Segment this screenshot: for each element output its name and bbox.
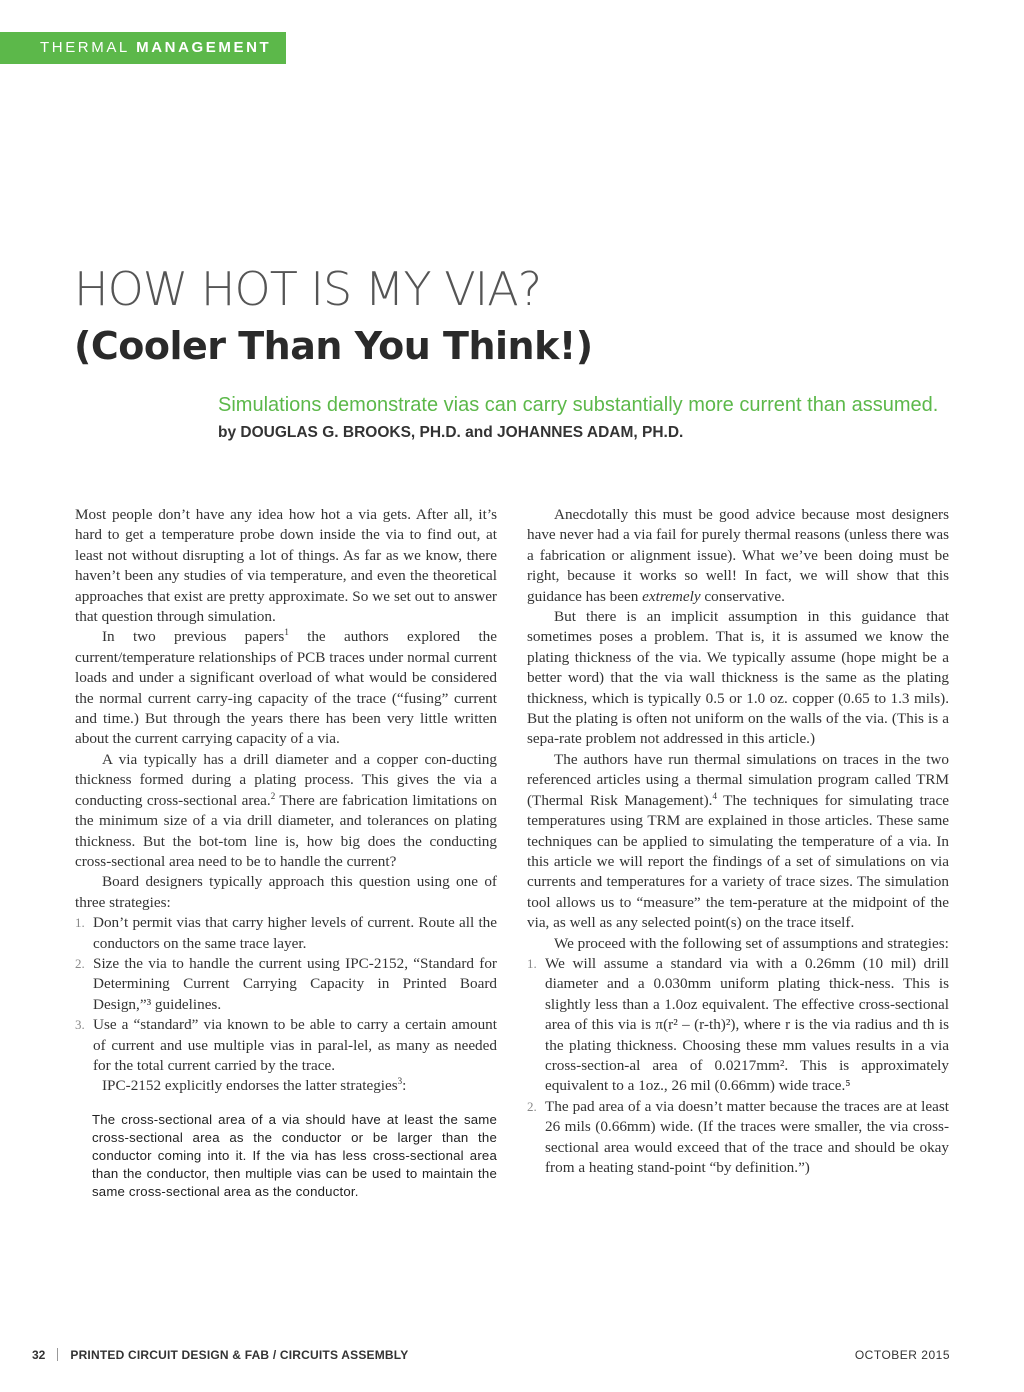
article-deck: [218, 392, 948, 446]
footnote-ref: 1: [284, 627, 289, 638]
block-quote: The cross-sectional area of a via should have at least the same cross-sectional area as the conductor or be larger than the conductor coming into it. If the via has less cross-sectional area than the conductor, then multiple vias can be used to maintain the same cross-sectional area as the conductor.: [92, 1111, 497, 1199]
section-label-bold: MANAGEMENT: [136, 39, 272, 56]
page-number: 32: [32, 1348, 46, 1362]
paragraph: We proceed with the following set of assumptions and strategies:: [554, 934, 949, 952]
deck-text: Simulations demonstrate vias can carry substantially more current than assumed.: [218, 394, 939, 416]
paragraph: Most people don’t have any idea how hot a via gets. After all, it’s hard to get a temperature probe down inside the via to find out, at least not without disrupting a lot of things. As far as we know, there haven’t been any studies of via temperature, and even the theoretical approaches that exist are pretty approximate. So we set out to answer that question through simulation.: [75, 506, 497, 626]
paragraph: But there is an implicit assumption in this guidance that sometimes poses a problem. That is, it is assumed we know the plating thickness of the via. We typically assume (hope might be a better word) that the via wall thickness is the same as the plating thickness, which is typically 0.5 or 1.0 oz. copper (0.65 to 1.3 mils). But the plating is often not uniform on the walls of the via. (This is a sepa-rate problem not addressed in this article.): [527, 608, 949, 748]
paragraph: In two previous papers$^1$ the authors explored the current/temperature relationships of PCB traces under normal current loads and under a significant overload of what would be considered the normal current carry-ing capacity of the trace (“fusing” current and time.) But through the years there has been very little written about the current carrying capacity of a via.: [75, 627, 498, 748]
footnote-ref: 2: [270, 790, 276, 801]
paragraph: A via typically has a drill diameter and a copper con-ducting thickness formed during a plating process. This gives the via a conducting cross-sectional area.$^2$ There are fabrication limitations on the minimum size of a via drill diameter, and tolerances on plating thickness. But the bot-tom line is, how big does the conducting cross-sectional area need to be to handle the current?: [75, 750, 497, 870]
article-title: HOW HOT IS MY VIA?: [74, 262, 542, 316]
right-column: [527, 505, 949, 1178]
byline: by DOUGLAS G. BROOKS, PH.D. and JOHANNES ADAM, PH.D.: [218, 424, 684, 441]
footer-divider: [57, 1348, 58, 1361]
list-item: 2. Size the via to handle the current using IPC-2152, “Standard for Determining Current Carrying Capacity in Printed Board Design,”³ guidelines.: [75, 954, 497, 1013]
list-item: 2. The pad area of a via doesn’t matter because the traces are at least 26 mils (0.66mm) wide. (If the traces were smaller, the via cross-sectional area would exceed that of the trace and should be okay from a heating stand-point “by definition.”): [527, 1097, 949, 1176]
section-label-light: THERMAL: [40, 39, 130, 56]
section-label: [0, 32, 286, 64]
footnote-ref: 3: [397, 1076, 403, 1087]
strategy-list: [75, 913, 497, 1076]
issue-date: OCTOBER 2015: [854, 1348, 950, 1362]
footnote-ref: 4: [712, 790, 717, 801]
paragraph: IPC-2152 explicitly endorses the latter strategies$^3$:: [102, 1076, 407, 1095]
left-column: [75, 505, 497, 1201]
list-item: 1. Don’t permit vias that carry higher levels of current. Route all the conductors on the same trace layer.: [75, 914, 497, 952]
paragraph: Board designers typically approach this question using one of three strategies:: [75, 873, 497, 911]
article-subtitle: (Cooler Than You Think!): [74, 324, 593, 368]
paragraph: Anecdotally this must be good advice because most designers have never had a via fail for purely thermal reasons (unless there was a fabrication or alignment issue). What we’ve been doing must be right, because it works so well! In fact, we will show that this guidance has been extremely conservative.: [527, 506, 949, 605]
paragraph: The authors have run thermal simulations on traces in the two referenced articles using a thermal simulation program called TRM (Thermal Risk Management).$^4$ The techniques for simulating trace temperatures using TRM are explained in those articles. These same techniques can be applied to simulating the temperature of a via. In this article we will report the findings of a set of simulations on via currents and temperatures for a variety of trace sizes. The simulation tool allows us to “measure” the tem-perature at the midpoint of the via, as well as any selected point(s) on the trace itself.: [527, 750, 949, 932]
list-item: 3. Use a “standard” via known to be able to carry a certain amount of current and use multiple vias in paral-lel, as many as needed for the total current carried by the trace.: [75, 1016, 497, 1074]
page-footer: [32, 1348, 408, 1362]
assumption-list: [527, 954, 949, 1178]
list-item: 1. We will assume a standard via with a 0.26mm (10 mil) drill diameter and a 0.030mm uniform plating thick-ness. This is slightly less than a 1.0oz equivalent. The effective cross-sectional area of this via is π(r² – (r-th)²), where r is the via radius and th is the plating thickness. Choosing these mm values results in a via cross-section-al area of 0.0217mm². This is approximately equivalent to a 1oz., 26 mil (0.66mm) wide trace.⁵: [527, 954, 949, 1095]
publication-name: PRINTED CIRCUIT DESIGN & FAB / CIRCUITS ASSEMBLY: [70, 1348, 409, 1362]
